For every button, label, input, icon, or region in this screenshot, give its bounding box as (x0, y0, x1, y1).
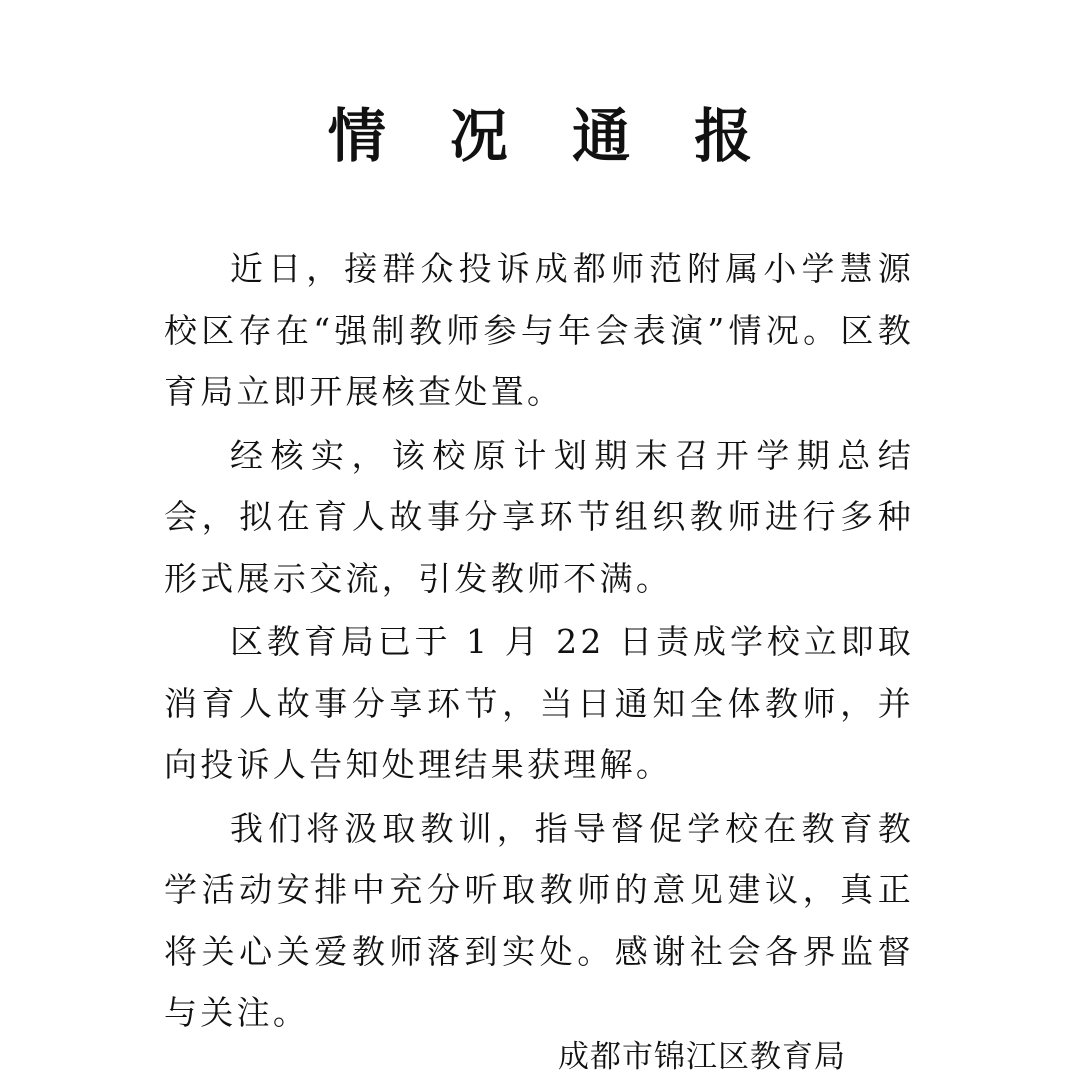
paragraph-commitment: 我们将汲取教训，指导督促学校在教育教学活动安排中充分听取教师的意见建议，真正将关心关爱教师落到实处。感谢社会各界监督与关注。 (164, 808, 914, 1032)
paragraph-complaint: 近日，接群众投诉成都师范附属小学慧源校区存在“强制教师参与年会表演”情况。区教育局立即开展核查处置。 (164, 249, 914, 411)
paragraph-verification: 经核实，该校原计划期末召开学期总结会，拟在育人故事分享环节组织教师进行多种形式展示交流，引发教师不满。 (164, 435, 914, 598)
document-title: 情 况 通 报 (327, 102, 775, 170)
issuer-signature: 成都市锦江区教育局 (558, 1039, 846, 1075)
paragraph-action: 区教育局已于 1 月 22 日责成学校立即取消育人故事分享环节，当日通知全体教师，并向投诉人告知处理结果获理解。 (164, 622, 914, 784)
document-body (164, 238, 914, 1046)
